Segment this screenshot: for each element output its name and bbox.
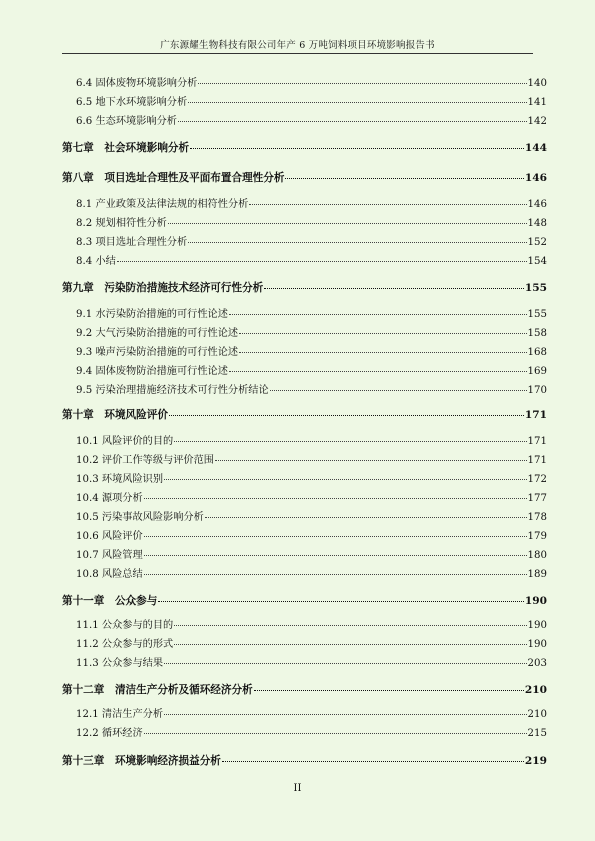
toc-section-entry[interactable] [76,112,547,127]
toc-leader-dots [249,204,526,205]
toc-leader-dots [229,314,527,315]
toc-entry-title: 10.8 风险总结 [76,569,143,580]
toc-section-entry[interactable] [76,432,547,447]
toc-leader-dots [264,288,524,289]
toc-entry-title: 8.1 产业政策及法律法规的相符性分析 [76,199,249,210]
toc-section-entry[interactable] [76,214,547,229]
toc-entry-page: 152 [527,237,547,248]
toc-leader-dots [158,601,524,602]
toc-entry-title: 第十一章 公众参与 [62,595,158,607]
toc-leader-dots [205,517,527,518]
toc-section-entry[interactable] [76,362,547,377]
toc-section-entry[interactable] [76,381,547,396]
toc-leader-dots [169,415,524,416]
toc-entry-title: 6.5 地下水环境影响分析 [76,97,188,108]
toc-entry-page: 155 [524,282,547,294]
toc-section-entry[interactable] [76,195,547,210]
toc-section-entry[interactable] [76,635,547,650]
toc-chapter-entry[interactable] [62,753,547,768]
toc-leader-dots [239,352,526,353]
toc-entry-page: 180 [527,550,547,561]
toc-entry-page: 178 [527,512,547,523]
toc-section-entry[interactable] [76,705,547,720]
toc-entry-page: 179 [527,531,547,542]
toc-section-entry[interactable] [76,93,547,108]
toc-entry-page: 203 [527,658,547,669]
toc-entry-page: 190 [527,639,547,650]
toc-leader-dots [188,102,526,103]
toc-leader-dots [117,261,527,262]
toc-entry-page: 189 [527,569,547,580]
toc-entry-title: 6.6 生态环境影响分析 [76,116,177,127]
toc-entry-title: 第十三章 环境影响经济损益分析 [62,755,221,767]
toc-entry-title: 9.1 水污染防治措施的可行性论述 [76,309,228,320]
toc-entry-page: 169 [527,366,547,377]
toc-leader-dots [222,761,524,762]
toc-entry-title: 8.4 小结 [76,256,116,267]
running-header: 广东源耀生物科技有限公司年产 6 万吨饲料项目环境影响报告书 [160,40,435,51]
toc-entry-title: 第十章 环境风险评价 [62,409,168,421]
toc-leader-dots [174,625,526,626]
toc-entry-page: 177 [527,493,547,504]
toc-leader-dots [229,371,527,372]
toc-entry-title: 10.2 评价工作等级与评价范围 [76,455,214,466]
toc-entry-title: 第八章 项目选址合理性及平面布置合理性分析 [62,172,285,184]
toc-chapter-entry[interactable] [62,407,547,422]
toc-section-entry[interactable] [76,616,547,631]
toc-leader-dots [168,223,527,224]
toc-entry-page: 168 [527,347,547,358]
toc-entry-title: 6.4 固体废物环境影响分析 [76,78,198,89]
toc-leader-dots [174,644,526,645]
toc-entry-title: 9.3 噪声污染防治措施的可行性论述 [76,347,239,358]
toc-leader-dots [164,714,527,715]
toc-entry-page: 155 [527,309,547,320]
toc-entry-title: 12.2 循环经济 [76,728,143,739]
toc-entry-title: 第十二章 清洁生产分析及循环经济分析 [62,684,253,696]
toc-entry-title: 10.1 风险评价的目的 [76,436,174,447]
toc-section-entry[interactable] [76,508,547,523]
toc-entry-page: 171 [527,436,547,447]
toc-section-entry[interactable] [76,74,547,89]
toc-entry-page: 171 [524,409,547,421]
toc-chapter-entry[interactable] [62,593,547,608]
toc-chapter-entry[interactable] [62,682,547,697]
toc-entry-page: 144 [524,142,547,154]
toc-section-entry[interactable] [76,654,547,669]
toc-entry-title: 8.3 项目选址合理性分析 [76,237,188,248]
toc-entry-page: 141 [527,97,547,108]
toc-leader-dots [144,733,527,734]
toc-leader-dots [164,479,527,480]
toc-entry-page: 140 [527,78,547,89]
toc-leader-dots [164,663,527,664]
toc-chapter-entry[interactable] [62,140,547,155]
toc-entry-page: 154 [527,256,547,267]
toc-entry-page: 171 [527,455,547,466]
toc-section-entry[interactable] [76,724,547,739]
toc-entry-page: 148 [527,218,547,229]
toc-entry-title: 11.2 公众参与的形式 [76,639,174,650]
toc-leader-dots [144,536,527,537]
toc-entry-title: 10.5 污染事故风险影响分析 [76,512,204,523]
toc-entry-page: 170 [527,385,547,396]
toc-section-entry[interactable] [76,305,547,320]
toc-leader-dots [144,574,527,575]
toc-entry-page: 146 [524,172,547,184]
toc-leader-dots [144,555,527,556]
toc-entry-page: 219 [524,755,547,767]
toc-entry-title: 12.1 清洁生产分析 [76,709,164,720]
toc-section-entry[interactable] [76,565,547,580]
toc-entry-title: 10.4 源项分析 [76,493,143,504]
toc-entry-title: 10.6 风险评价 [76,531,143,542]
toc-section-entry[interactable] [76,343,547,358]
toc-leader-dots [198,83,526,84]
toc-leader-dots [254,690,524,691]
toc-entry-title: 9.2 大气污染防治措施的可行性论述 [76,328,239,339]
toc-entry-title: 10.3 环境风险识别 [76,474,164,485]
toc-entry-title: 第九章 污染防治措施技术经济可行性分析 [62,282,264,294]
toc-section-entry[interactable] [76,470,547,485]
toc-leader-dots [174,441,526,442]
toc-entry-title: 10.7 风险管理 [76,550,143,561]
toc-section-entry[interactable] [76,324,547,339]
toc-entry-page: 210 [524,684,547,696]
toc-entry-page: 146 [527,199,547,210]
toc-chapter-entry[interactable] [62,280,547,295]
toc-leader-dots [188,242,526,243]
toc-section-entry[interactable] [76,451,547,466]
toc-chapter-entry[interactable] [62,170,547,185]
toc-entry-title: 9.4 固体废物防治措施可行性论述 [76,366,228,377]
toc-entry-title: 第七章 社会环境影响分析 [62,142,190,154]
toc-leader-dots [190,148,524,149]
toc-entry-page: 172 [527,474,547,485]
toc-entry-page: 210 [527,709,547,720]
page-number: II [293,783,302,794]
toc-entry-page: 215 [527,728,547,739]
toc-entry-title: 11.1 公众参与的目的 [76,620,174,631]
toc-entry-title: 11.3 公众参与结果 [76,658,164,669]
toc-leader-dots [270,390,527,391]
header-rule [62,53,533,54]
toc-leader-dots [215,460,527,461]
toc-entry-page: 158 [527,328,547,339]
toc-section-entry[interactable] [76,546,547,561]
toc-entry-page: 190 [524,595,547,607]
toc-leader-dots [285,178,523,179]
toc-section-entry[interactable] [76,233,547,248]
toc-section-entry[interactable] [76,252,547,267]
toc-section-entry[interactable] [76,489,547,504]
toc-leader-dots [144,498,527,499]
toc-entry-page: 190 [527,620,547,631]
toc-leader-dots [239,333,526,334]
toc-entry-title: 9.5 污染治理措施经济技术可行性分析结论 [76,385,269,396]
toc-section-entry[interactable] [76,527,547,542]
toc-leader-dots [178,121,527,122]
toc-entry-title: 8.2 规划相符性分析 [76,218,167,229]
toc-entry-page: 142 [527,116,547,127]
